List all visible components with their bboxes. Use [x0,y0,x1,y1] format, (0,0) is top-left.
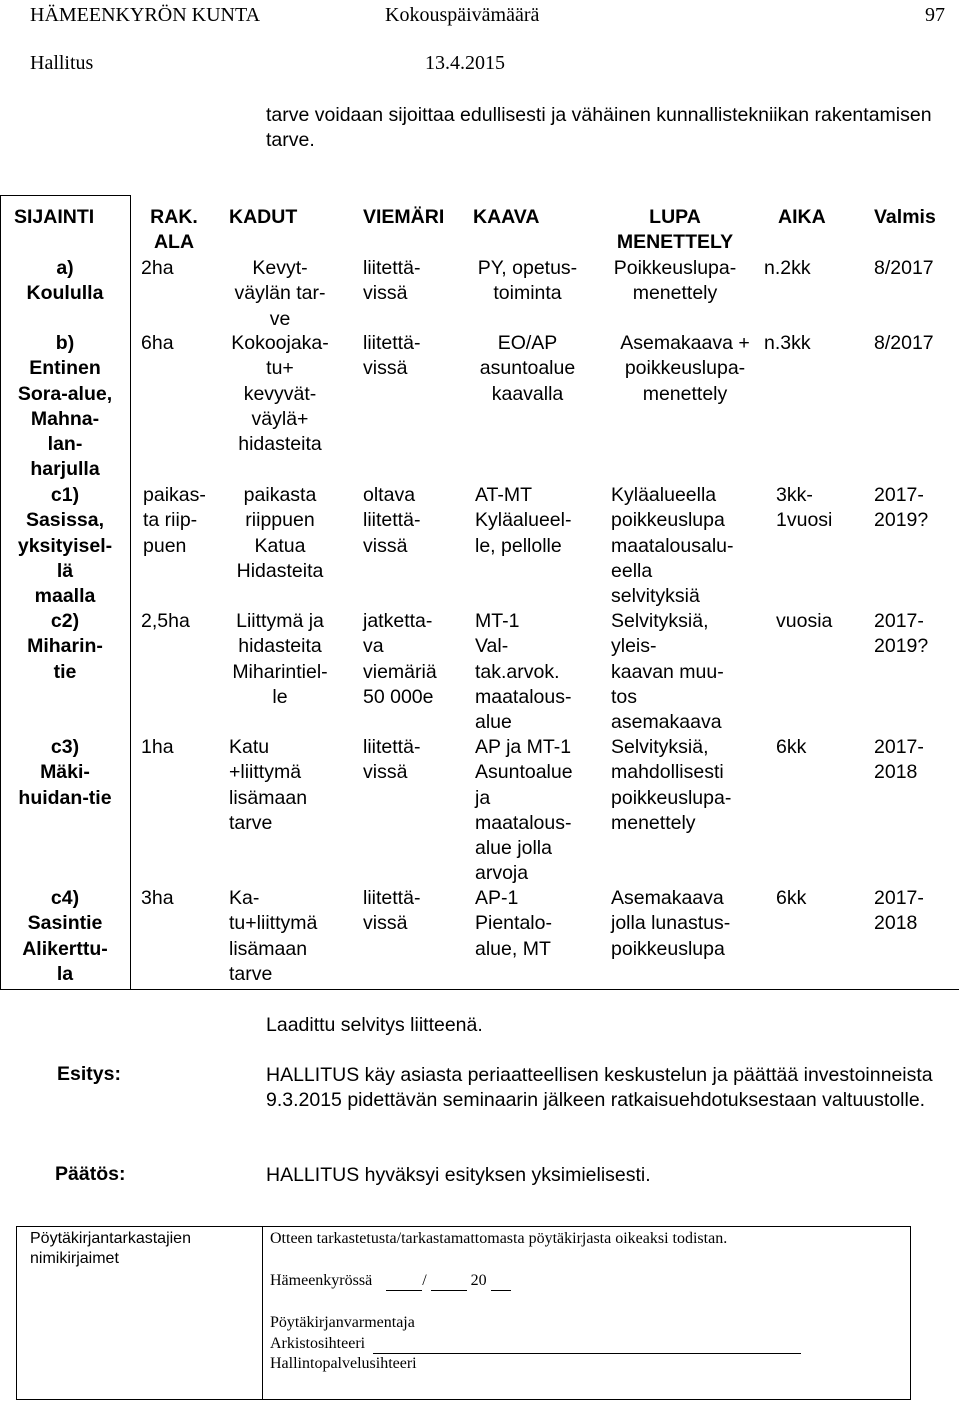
row-a-time: n.2kk [764,257,811,279]
row-c1-location: c1) Sasissa, yksityisel- lä maalla [17,484,113,608]
row-c1-ready: 2017- 2019? [874,484,929,532]
inspectors-initials-label: Pöytäkirjantarkastajien nimikirjaimet [30,1230,191,1267]
row-a-location: a) Koululla [26,257,104,305]
row-c2-ready: 2017- 2019? [874,610,929,658]
row-c1-area: paikas- ta riip- puen [143,484,206,557]
row-b-ready: 8/2017 [874,332,934,354]
day-blank[interactable] [386,1274,422,1291]
row-c3-ready: 2017- 2018 [874,736,924,784]
header-rak-ala: RAK. ALA [150,206,198,254]
signer-roles [270,1334,801,1354]
row-c1-plan: AT-MT Kyläalueel- le, pellolle [475,484,572,557]
row-c2-permit: Selvityksiä, yleis- kaavan muu- tos asemakaava [611,610,724,734]
paatos-label: Päätös: [55,1163,126,1185]
row-c2-sewer: jatketta- va viemäriä 50 000e [363,610,437,708]
row-b-permit: Asemakaava + poikkeuslupa- menettely [620,332,750,405]
header-kaava: KAAVA [473,206,540,228]
meeting-date: 13.4.2015 [425,52,505,74]
role-admin-secretary: Hallintopalvelusihteeri [270,1355,417,1372]
row-a-permit: Poikkeuslupa- menettely [613,257,737,305]
row-a-plan: PY, opetus- toiminta [477,257,578,305]
row-c1-permit: Kyläalueella poikkeuslupa maatalousalu- eella selvityksiä [611,484,734,608]
esitys-text: HALLITUS käy asiasta periaatteellisen keskustelun ja päättää investoinneista 9.3.2015 pidettävän seminaarin jälkeen ratkaisuehdotuksestaan valtuustolle. [266,1064,933,1111]
signature-line[interactable] [373,1337,801,1354]
header-aika: AIKA [778,206,826,228]
row-a-ready: 8/2017 [874,257,934,279]
footer-divider [262,1227,263,1399]
row-c3-area: 1ha [141,736,174,758]
paatos-text: HALLITUS hyväksyi esityksen yksimielisesti. [266,1164,651,1186]
row-c2-area: 2,5ha [141,610,190,632]
month-blank[interactable] [431,1274,467,1291]
row-c4-area: 3ha [141,887,174,909]
meeting-date-label: Kokouspäivämäärä [385,4,540,26]
row-c1-streets: paikasta riippuen Katua Hidasteita [236,484,324,582]
header-valmis: Valmis [874,206,936,228]
row-c3-time: 6kk [776,736,807,758]
row-b-area: 6ha [141,332,174,354]
row-b-streets: Kokoojaka- tu+ kevyvät- väylä+ hidasteita [231,332,329,456]
row-c3-permit: Selvityksiä, mahdollisesti poikkeuslupa- menettely [611,736,732,834]
year-prefix: 20 [470,1272,487,1289]
row-c3-sewer: liitettä- vissä [363,736,421,784]
row-c4-plan: AP-1 Pientalo- alue, MT [475,887,552,960]
row-b-plan: EO/AP asuntoalue kaavalla [479,332,576,405]
row-c1-time: 3kk- 1vuosi [776,484,833,532]
table-bottom-border [130,989,959,990]
row-a-streets: Kevyt- väylän tar- ve [234,257,326,330]
attachment-note: Laadittu selvitys liitteenä. [266,1014,483,1036]
row-c4-streets: Ka- tu+liittymä lisämaan tarve [229,887,318,985]
intro-text: tarve voidaan sijoittaa edullisesti ja vähäinen kunnallistekniikan rakentamisen tarve. [266,104,932,151]
table-bottom-left [0,989,130,990]
header-viemari: VIEMÄRI [363,206,445,228]
page-number: 97 [925,4,945,26]
row-c4-sewer: liitettä- vissä [363,887,421,935]
row-c3-streets: Katu +liittymä lisämaan tarve [229,736,308,834]
copy-certification-text: Otteen tarkastetusta/tarkastamattomasta pöytäkirjasta oikeaksi todistan. [270,1230,728,1247]
body-name: Hallitus [30,52,94,74]
row-c4-time: 6kk [776,887,807,909]
place-name: Hämeenkyrössä [270,1272,373,1289]
footer-box [16,1226,911,1400]
row-c3-location: c3) Mäki- huidan-tie [18,736,112,809]
row-c1-sewer: oltava liitettä- vissä [363,484,421,557]
row-c3-plan: AP ja MT-1 Asuntoalue ja maatalous- alue jolla arvoja [475,736,573,885]
row-a-area: 2ha [141,257,174,279]
header-lupa: LUPA MENETTELY [616,206,734,254]
row-c4-ready: 2017- 2018 [874,887,924,935]
row-b-time: n.3kk [764,332,811,354]
row-c4-permit: Asemakaava jolla lunastus- poikkeuslupa [611,887,731,960]
row-c2-streets: Liittymä ja hidasteita Miharintiel- le [232,610,328,708]
row-c2-plan: MT-1 Val- tak.arvok. maatalous- alue [475,610,572,734]
header-sijainti: SIJAINTI [14,206,95,228]
role-archive-secretary: Arkistosihteeri [270,1335,366,1352]
place-date-line [270,1271,511,1291]
col-divider-location [130,195,131,990]
row-b-sewer: liitettä- vissä [363,332,421,380]
header-kadut: KADUT [229,206,298,228]
verifier-title: Pöytäkirjanvarmentaja [270,1314,415,1331]
table-top-left [0,195,130,196]
year-blank[interactable] [491,1274,511,1291]
municipality-name: HÄMEENKYRÖN KUNTA [30,4,261,26]
date-separator: / [422,1272,427,1289]
row-c4-location: c4) Sasintie Alikerttu- la [22,887,108,985]
esitys-label: Esitys: [57,1063,121,1085]
row-b-location: b) Entinen Sora-alue, Mahna- lan- harjulla [17,332,113,481]
row-a-sewer: liitettä- vissä [363,257,421,305]
row-c2-location: c2) Miharin- tie [27,610,103,683]
row-c2-time: vuosia [776,610,833,632]
